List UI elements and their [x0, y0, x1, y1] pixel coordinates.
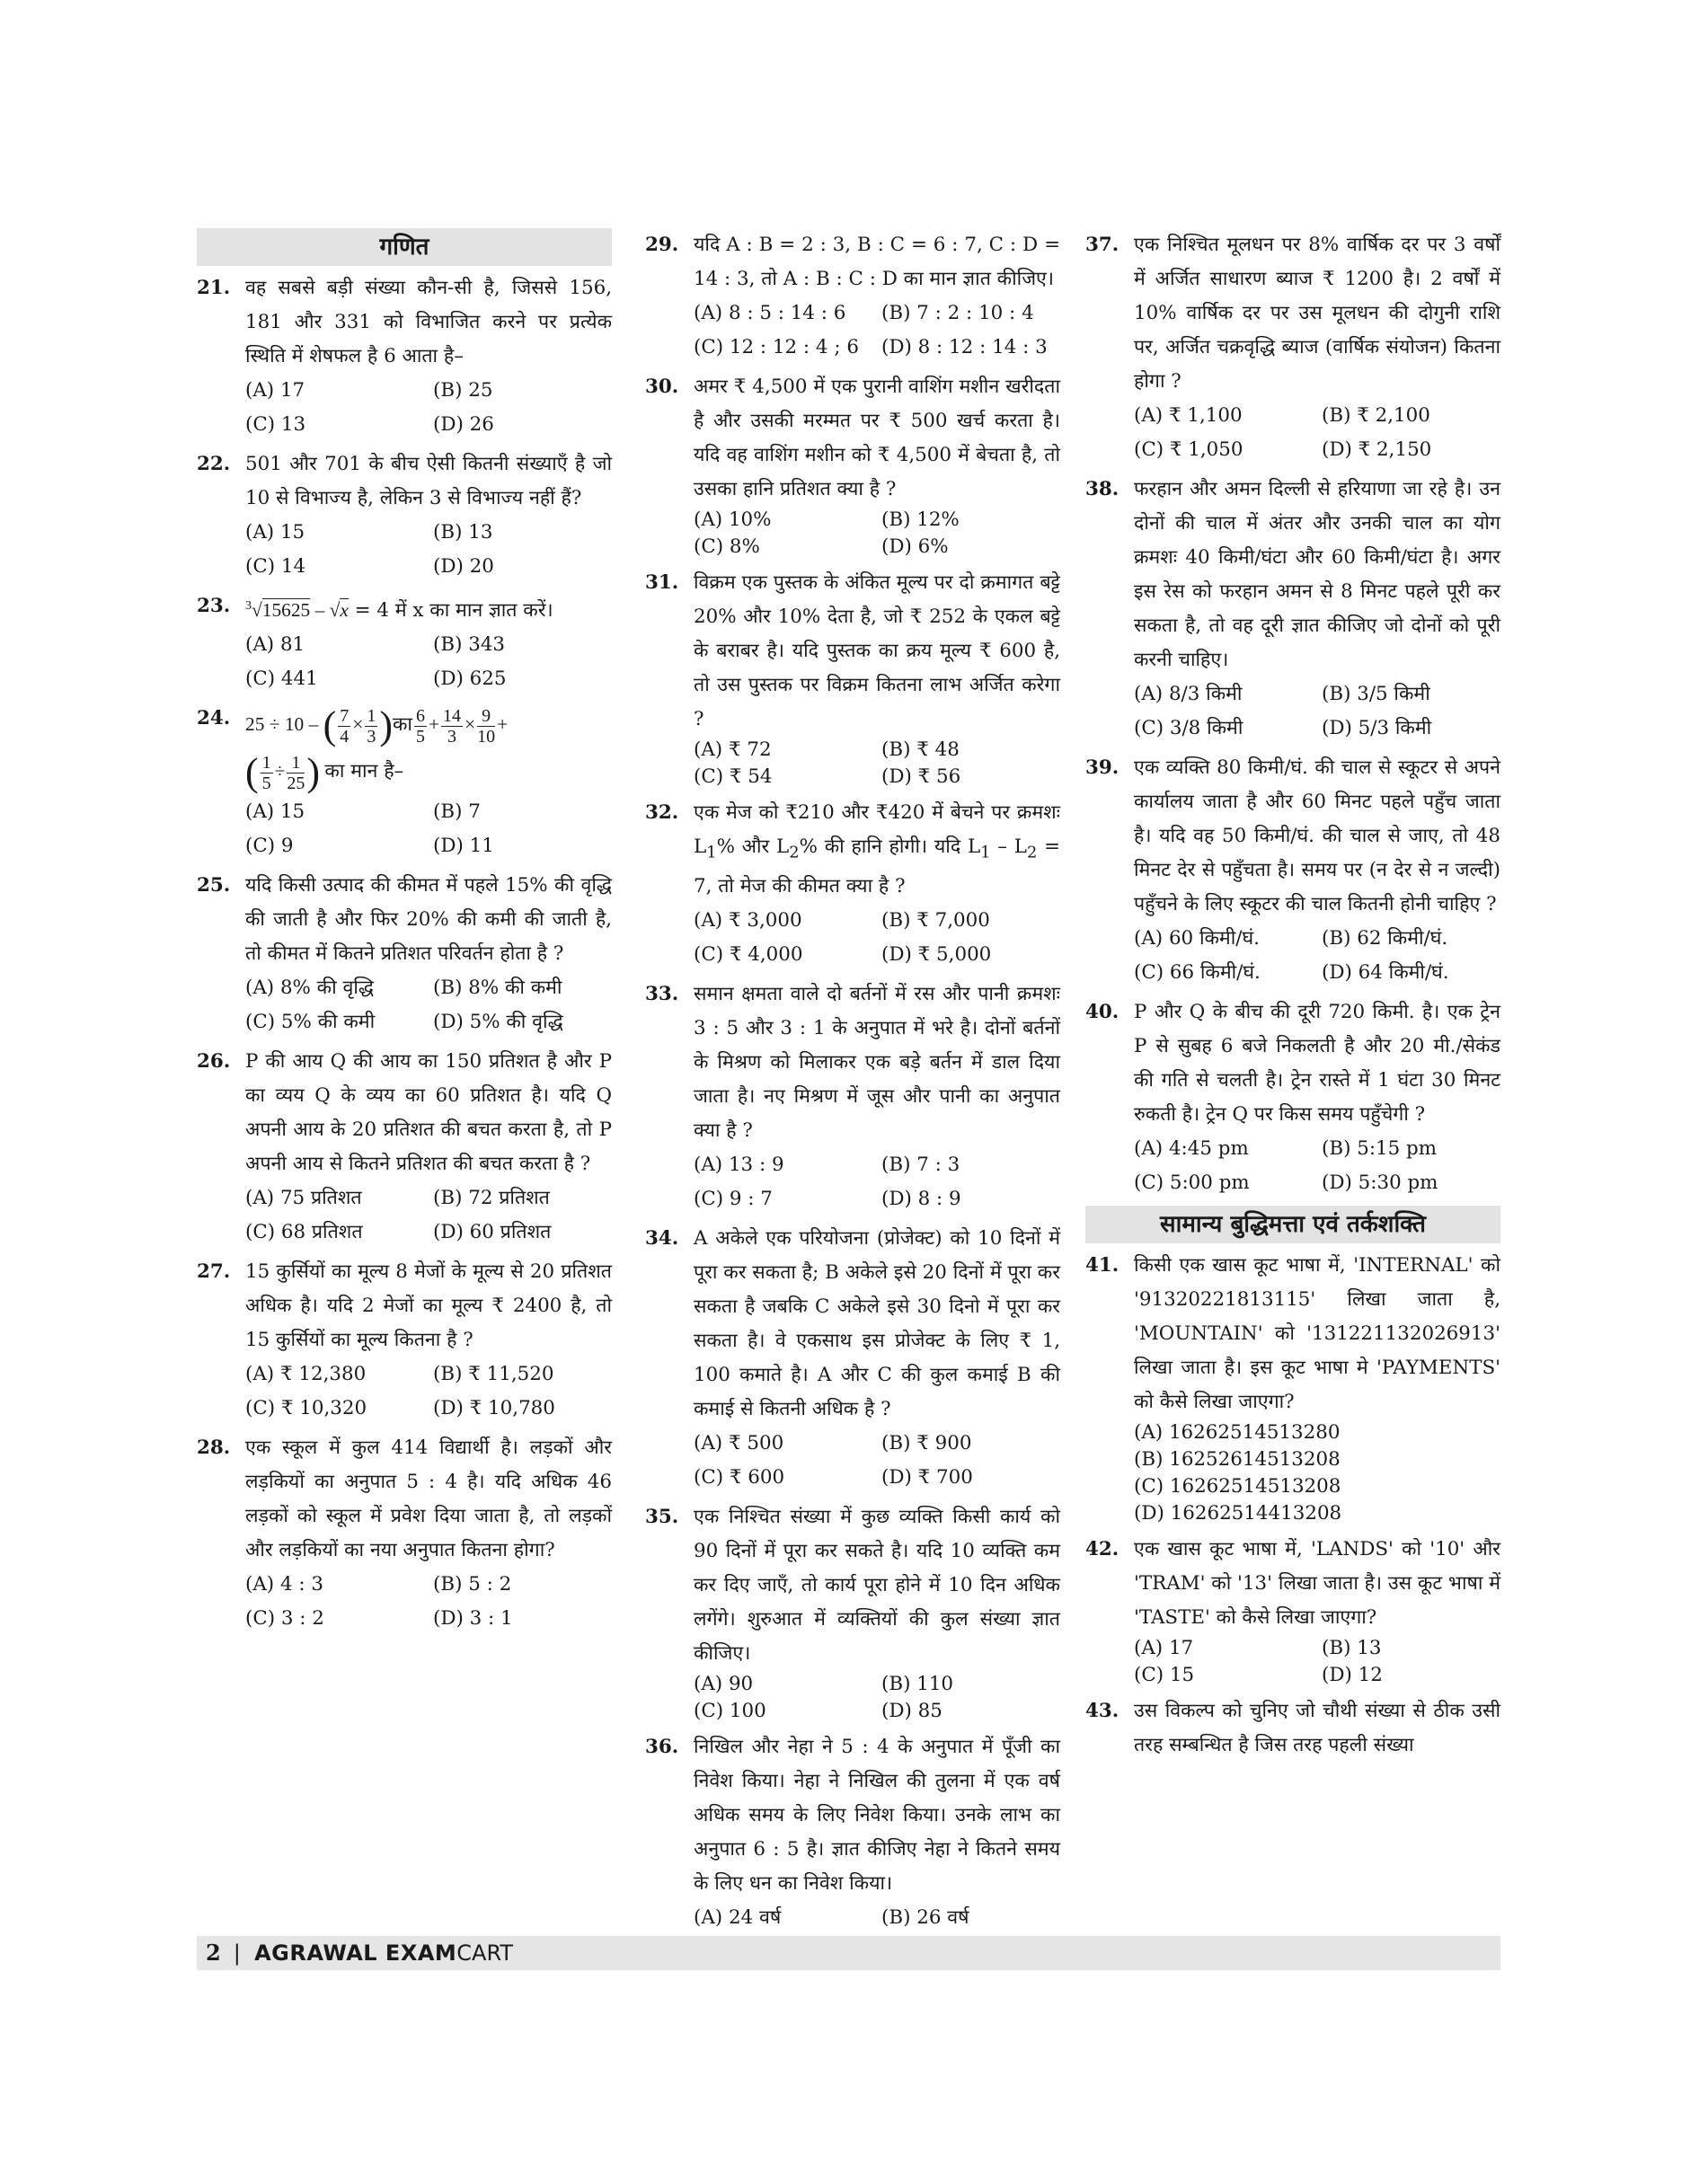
question-text: समान क्षमता वाले दो बर्तनों में रस और पानी क्रमशः 3 : 5 और 3 : 1 के अनुपात में भरे है। दोनों बर्तनों के मिश्रण को मिलाकर एक बड़े बर्तन में डाल दिया जाता है। नए मिश्रण में जूस और पानी का अनुपात क्या है ? [694, 983, 1060, 1143]
option-c: (C) 68 प्रतिशत [245, 1221, 363, 1244]
question-number: 42. [1085, 1538, 1119, 1560]
text-part: = 7, तो मेज की कीमत क्या है ? [694, 835, 1061, 898]
question-27 [197, 1255, 612, 1426]
option-b: (B) 5 : 2 [433, 1573, 512, 1596]
times-sign: × [352, 713, 364, 736]
fraction [414, 706, 427, 747]
option-b: (B) 3/5 किमी [1322, 683, 1430, 705]
question-number: 34. [645, 1227, 679, 1251]
option-b: (B) 343 [433, 633, 506, 657]
option-a: (A) 13 : 9 [694, 1154, 784, 1177]
option-b: (B) ₹ 900 [881, 1432, 972, 1455]
option-b: (B) 7 : 2 : 10 : 4 [881, 302, 1034, 324]
option-d: (D) 20 [433, 555, 494, 578]
option-b: (B) 26 वर्ष [881, 1906, 969, 1930]
question-text: एक निश्चित मूलधन पर 8% वार्षिक दर पर 3 वर्षों में अर्जित साधारण ब्याज ₹ 1200 है। 2 वर्षों में 10% वार्षिक दर पर उस मूलधन की दोगुनी राशि पर, अर्जित चक्रवृद्धि ब्याज (वार्षिक संयोजन) कितना होगा ? [1134, 234, 1500, 393]
option-c: (C) ₹ 1,050 [1134, 438, 1243, 461]
question-text: फरहान और अमन दिल्ली से हरियाणा जा रहे है। उन दोनों की चाल में अंतर और उनकी चाल का योग क्रमशः 40 किमी/घंटा और 60 किमी/घंटा है। अगर इस रेस को फरहान अमन से 8 मिनट पहले पूरी कर सकता है, तो वह दूरी ज्ञात कीजिए जो दोनों को पूरी करनी चाहिए। [1134, 478, 1500, 671]
option-d: (D) 16262514413208 [1134, 1502, 1342, 1525]
option-a: (A) ₹ 72 [694, 738, 772, 761]
subscript: 2 [1026, 843, 1038, 862]
question-number: 25. [197, 874, 231, 897]
question-number: 36. [645, 1736, 679, 1759]
section-heading-math: गणित [197, 228, 612, 266]
question-28 [197, 1431, 612, 1636]
option-a: (A) 10% [694, 508, 772, 531]
column-3 [1085, 228, 1500, 1768]
option-a: (A) 15 [245, 800, 305, 824]
question-text: किसी एक खास कूट भाषा में, 'INTERNAL' को '91320221813115' लिखा जाता है, 'MOUNTAIN' को '131221132026913' लिखा जाता है। इस कूट भाषा मे 'PAYMENTS' को कैसे लिखा जाएगा? [1134, 1254, 1500, 1413]
page-footer [197, 1936, 1500, 1970]
option-d: (D) 26 [433, 413, 494, 436]
option-b: (B) 16252614513208 [1134, 1448, 1341, 1471]
close-paren: ) [379, 703, 393, 748]
subscript: 2 [789, 843, 800, 862]
question-number: 38. [1085, 478, 1119, 500]
column-1 [197, 228, 612, 1641]
brand-logo-text-suffix: CART [456, 1940, 514, 1966]
option-c: (C) 5% की कमी [245, 1011, 376, 1034]
option-c: (C) 100 [694, 1700, 766, 1723]
question-text: विक्रम एक पुस्तक के अंकित मूल्य पर दो क्रमागत बट्टे 20% और 10% देता है, जो ₹ 252 के एकल बट्टे के बराबर है। यदि पुस्तक का क्रय मूल्य ₹ 600 है, तो उस पुस्तक पर विक्रम कितना लाभ अर्जित करेगा ? [694, 571, 1060, 730]
numerator: 6 [415, 705, 425, 726]
fraction [338, 706, 350, 747]
text-part: एक मेज को ₹210 और ₹420 में बेचने पर क्रमशः L [694, 801, 1060, 858]
option-c: (C) 441 [245, 667, 318, 691]
option-a: (A) 75 प्रतिशत [245, 1187, 362, 1210]
option-b: (B) ₹ 7,000 [881, 909, 990, 933]
equation-rest: = 4 में x का मान ज्ञात करें। [348, 599, 553, 623]
question-text: उस विकल्प को चुनिए जो चौथी संख्या से ठीक उसी तरह सम्बन्धित है जिस तरह पहली संख्या [1134, 1700, 1500, 1756]
question-39 [1085, 751, 1500, 990]
text-part: % की हानि होगी। यदि L [799, 835, 981, 858]
question-number: 21. [197, 277, 231, 299]
option-d: (D) 11 [433, 835, 494, 858]
option-a: (A) 8% की वृद्धि [245, 977, 374, 1000]
footer-separator: | [233, 1940, 241, 1966]
option-c: (C) 8% [694, 535, 760, 558]
denominator: 25 [287, 773, 305, 793]
question-22 [197, 447, 612, 584]
option-a: (A) 4:45 pm [1134, 1137, 1249, 1160]
option-b: (B) 72 प्रतिशत [433, 1187, 550, 1210]
option-c: (C) 9 : 7 [694, 1188, 773, 1211]
plus-sign: + [428, 713, 440, 736]
subscript: 1 [706, 843, 717, 862]
option-a: (A) 60 किमी/घं. [1134, 927, 1260, 950]
divide-sign: ÷ [274, 760, 286, 782]
question-number: 33. [645, 983, 679, 1006]
question-38 [1085, 473, 1500, 746]
option-c: (C) 14 [245, 555, 306, 578]
close-paren: ) [306, 750, 321, 795]
text-part: – L [990, 835, 1027, 858]
column-2 [645, 228, 1060, 1975]
question-text: P की आय Q की आय का 150 प्रतिशत है और P का व्यय Q के व्यय का 60 प्रतिशत है। यदि Q अपनी आय के 20 प्रतिशत की बचत करता है, तो P अपनी आय से कितने प्रतिशत की बचत करता है ? [245, 1050, 612, 1176]
option-d: (D) ₹ 56 [881, 765, 961, 788]
option-b: (B) 25 [433, 379, 493, 402]
question-31 [645, 566, 1060, 791]
radical-sign-icon: √ [329, 599, 341, 622]
option-a: (A) 81 [245, 633, 305, 657]
question-37 [1085, 228, 1500, 467]
question-text: 501 और 701 के बीच ऐसी कितनी संख्याएँ है जो 10 से विभाज्य है, लेकिन 3 से विभाज्य नहीं हैं? [245, 453, 612, 509]
ka-word: का [393, 713, 412, 737]
option-b: (B) 13 [433, 521, 493, 544]
option-b: (B) ₹ 11,520 [433, 1363, 554, 1386]
option-b: (B) ₹ 2,100 [1322, 404, 1430, 427]
option-d: (D) 6% [881, 535, 949, 558]
question-number: 29. [645, 234, 679, 256]
option-b: (B) 5:15 pm [1322, 1137, 1438, 1160]
question-text: एक खास कूट भाषा में, 'LANDS' को '10' और 'TRAM' को '13' लिखा जाता है। उस कूट भाषा में 'TASTE' को कैसे लिखा जाएगा? [1134, 1538, 1500, 1629]
option-d: (D) 8 : 12 : 14 : 3 [881, 336, 1048, 358]
option-c: (C) ₹ 10,320 [245, 1397, 367, 1420]
option-b: (B) 110 [881, 1673, 954, 1696]
option-a: (A) 16262514513280 [1134, 1421, 1341, 1444]
question-number: 35. [645, 1506, 679, 1529]
times-sign: × [465, 713, 476, 736]
numerator: 1 [261, 752, 271, 773]
question-25 [197, 869, 612, 1039]
question-number: 24. [197, 707, 231, 730]
numerator: 1 [287, 753, 305, 774]
option-c: (C) 12 : 12 : 4 ; 6 [694, 336, 859, 358]
option-d: (D) 3 : 1 [433, 1607, 513, 1631]
fraction [477, 706, 495, 747]
numerator: 7 [340, 705, 350, 726]
radical-sign-icon: √ [252, 599, 262, 622]
option-b: (B) ₹ 48 [881, 738, 960, 761]
option-a: (A) 24 वर्ष [694, 1906, 782, 1930]
question-40 [1085, 995, 1500, 1200]
question-number: 41. [1085, 1254, 1119, 1277]
option-d: (D) 5/3 किमी [1322, 717, 1432, 739]
option-c: (C) ₹ 4,000 [694, 943, 803, 967]
option-b: (B) 8% की कमी [433, 977, 562, 1000]
question-number: 40. [1085, 1001, 1119, 1023]
option-d: (D) 12 [1322, 1664, 1383, 1686]
option-d: (D) ₹ 5,000 [881, 943, 992, 967]
question-26 [197, 1045, 612, 1250]
question-23 [197, 589, 612, 696]
question-21 [197, 271, 612, 442]
question-number: 32. [645, 801, 679, 824]
option-c: (C) 13 [245, 413, 306, 436]
question-43 [1085, 1694, 1500, 1763]
subscript: 1 [980, 843, 991, 862]
question-number: 31. [645, 571, 679, 594]
question-text: P और Q के बीच की दूरी 720 किमी. है। एक ट्रेन P से सुबह 6 बजे निकलती है और 20 मी./सेकंड की गति से चलती है। ट्रेन रास्ते में 1 घंटा 30 मिनट रुकती है। ट्रेन Q पर किस समय पहुँचेगी ? [1134, 1001, 1500, 1126]
option-a: (A) ₹ 500 [694, 1432, 784, 1455]
option-b: (B) 12% [881, 508, 960, 531]
question-text: A अकेले एक परियोजना (प्रोजेक्ट) को 10 दिनों में पूरा कर सकता है; B अकेले इसे 20 दिनों में पूरा कर सकता है जबकि C अकेले इसे 30 दिनो में पूरा कर सकता है। वे एकसाथ इस प्रोजेक्ट के लिए ₹ 1, 100 कमाते है। A और C की कुल कमाई B की कमाई से कितनी अधिक है ? [694, 1227, 1060, 1421]
question-text: अमर ₹ 4,500 में एक पुरानी वाशिंग मशीन खरीदता है और उसकी मरम्मत पर ₹ 500 खर्च करता है। यदि वह वाशिंग मशीन को ₹ 4,500 में बेचता है, तो उसका हानि प्रतिशत क्या है ? [694, 376, 1060, 500]
question-34 [645, 1222, 1060, 1495]
option-c: (C) ₹ 600 [694, 1466, 785, 1490]
fraction [261, 753, 273, 793]
question-32 [645, 796, 1060, 972]
question-30 [645, 370, 1060, 561]
option-a: (A) 8 : 5 : 14 : 6 [694, 302, 846, 324]
minus-sign: – [310, 599, 330, 622]
denominator: 5 [415, 726, 425, 747]
question-33 [645, 977, 1060, 1216]
option-b: (B) 13 [1322, 1637, 1382, 1659]
question-36 [645, 1730, 1060, 1969]
question-text: 15 कुर्सियों का मूल्य 8 मेजों के मूल्य से 20 प्रतिशत अधिक है। यदि 2 मेजों का मूल्य ₹ 2400 है, तो 15 कुर्सियों का मूल्य कितना है ? [245, 1260, 612, 1352]
numerator: 14 [443, 705, 462, 726]
question-number: 30. [645, 376, 679, 398]
numerator: 9 [477, 706, 495, 727]
denominator: 3 [447, 726, 457, 747]
option-a: (A) ₹ 1,100 [1134, 404, 1243, 427]
equation-lead: 25 ÷ 10 – [245, 713, 323, 736]
question-29 [645, 228, 1060, 365]
question-number: 28. [197, 1437, 231, 1460]
open-paren: ( [323, 703, 337, 748]
fraction [287, 753, 305, 793]
root-index: 3 [245, 599, 252, 613]
question-equation [245, 702, 612, 795]
option-a: (A) ₹ 12,380 [245, 1363, 367, 1386]
option-d: (D) ₹ 700 [881, 1466, 973, 1490]
question-text: वह सबसे बड़ी संख्या कौन-सी है, जिससे 156, 181 और 331 को विभाजित करने पर प्रत्येक स्थिति में शेषफल है 6 आता है– [245, 277, 612, 367]
question-41 [1085, 1249, 1500, 1527]
option-d: (D) 5% की वृद्धि [433, 1011, 563, 1034]
option-c: (C) 16262514513208 [1134, 1475, 1341, 1498]
option-c: (C) 3/8 किमी [1134, 717, 1243, 739]
option-c: (C) 3 : 2 [245, 1607, 324, 1631]
open-paren: ( [245, 750, 259, 795]
text-part: % और L [716, 835, 790, 858]
question-number: 26. [197, 1050, 231, 1074]
option-a: (A) 4 : 3 [245, 1573, 323, 1596]
option-d: (D) 60 प्रतिशत [433, 1221, 552, 1244]
option-b: (B) 7 [433, 800, 481, 824]
question-text [694, 796, 1060, 904]
fraction [441, 706, 463, 747]
question-number: 43. [1085, 1700, 1119, 1722]
option-c: (C) ₹ 54 [694, 765, 773, 788]
question-number: 37. [1085, 234, 1119, 256]
question-text: यदि किसी उत्पाद की कीमत में पहले 15% की वृद्धि की जाती है और फिर 20% की कमी की जाती है, तो कीमत में कितने प्रतिशत परिवर्तन होता है ? [245, 874, 612, 966]
question-35 [645, 1500, 1060, 1725]
option-c: (C) 66 किमी/घं. [1134, 961, 1261, 984]
option-c: (C) 15 [1134, 1664, 1195, 1686]
option-a: (A) 8/3 किमी [1134, 683, 1243, 705]
brand-logo-text: AGRAWAL EXAM [254, 1940, 457, 1966]
option-a: (A) 90 [694, 1673, 754, 1696]
question-number: 23. [197, 595, 231, 617]
question-text: एक स्कूल में कुल 414 विद्यार्थी है। लड़कों और लड़कियों का अनुपात 5 : 4 है। यदि अधिक 46 लड़कों को स्कूल में प्रवेश दिया जाता है, तो लड़कों और लड़कियों का नया अनुपात कितना होगा? [245, 1437, 612, 1562]
section-heading-reasoning: सामान्य बुद्धिमत्ता एवं तर्कशक्ति [1085, 1206, 1500, 1243]
fraction [365, 706, 377, 747]
option-d: (D) 85 [881, 1700, 942, 1723]
option-a: (A) 17 [245, 379, 305, 402]
option-a: (A) 15 [245, 521, 305, 544]
radicand-x: x [340, 599, 349, 622]
option-b: (B) 7 : 3 [881, 1154, 960, 1177]
question-text: निखिल और नेहा ने 5 : 4 के अनुपात में पूँजी का निवेश किया। नेहा ने निखिल की तुलना में एक वर्ष अधिक समय के लिए निवेश किया। उनके लाभ का अनुपात 6 : 5 है। ज्ञात कीजिए नेहा ने कितने समय के लिए धन का निवेश किया। [694, 1736, 1060, 1896]
equation-tail: का मान है– [324, 760, 404, 783]
denominator: 3 [367, 726, 376, 747]
option-d: (D) ₹ 10,780 [433, 1397, 555, 1420]
radicand: 15625 [261, 599, 311, 622]
question-text: एक व्यक्ति 80 किमी/घं. की चाल से स्कूटर से अपने कार्यालय जाता है और 60 मिनट पहले पहुँच जाता है। यदि वह 50 किमी/घं. की चाल से जाए, तो 48 मिनट देर से पहुँचता है। समय पर (न देर से न जल्दी) पहुँचने के लिए स्कूटर की चाल कितनी होनी चाहिए ? [1134, 756, 1500, 915]
option-d: (D) 8 : 9 [881, 1188, 961, 1211]
option-d: (D) ₹ 2,150 [1322, 438, 1432, 461]
page-number: 2 [206, 1940, 221, 1966]
question-42 [1085, 1533, 1500, 1689]
option-c: (C) 5:00 pm [1134, 1171, 1250, 1194]
question-number: 27. [197, 1260, 231, 1284]
option-a: (A) 17 [1134, 1637, 1194, 1659]
option-d: (D) 64 किमी/घं. [1322, 961, 1449, 984]
denominator: 4 [340, 726, 350, 747]
option-a: (A) ₹ 3,000 [694, 909, 802, 933]
plus-sign: + [497, 713, 509, 736]
denominator: 5 [261, 773, 271, 793]
numerator: 1 [367, 705, 376, 726]
option-b: (B) 62 किमी/घं. [1322, 927, 1448, 950]
option-d: (D) 5:30 pm [1322, 1171, 1438, 1194]
question-text: यदि A : B = 2 : 3, B : C = 6 : 7, C : D = 14 : 3, तो A : B : C : D का मान ज्ञात कीजिए। [694, 234, 1060, 290]
denominator: 10 [477, 726, 496, 747]
question-equation [245, 589, 612, 628]
question-number: 39. [1085, 756, 1119, 779]
option-c: (C) 9 [245, 835, 294, 858]
question-number: 22. [197, 453, 231, 475]
option-d: (D) 625 [433, 667, 507, 691]
question-text: एक निश्चित संख्या में कुछ व्यक्ति किसी कार्य को 90 दिनों में पूरा कर सकते है। यदि 10 व्यक्ति कम कर दिए जाएँ, तो कार्य पूरा होने में 10 दिन अधिक लगेंगे। शुरुआत में व्यक्तियों की कुल संख्या ज्ञात कीजिए। [694, 1506, 1060, 1666]
question-24 [197, 702, 612, 863]
